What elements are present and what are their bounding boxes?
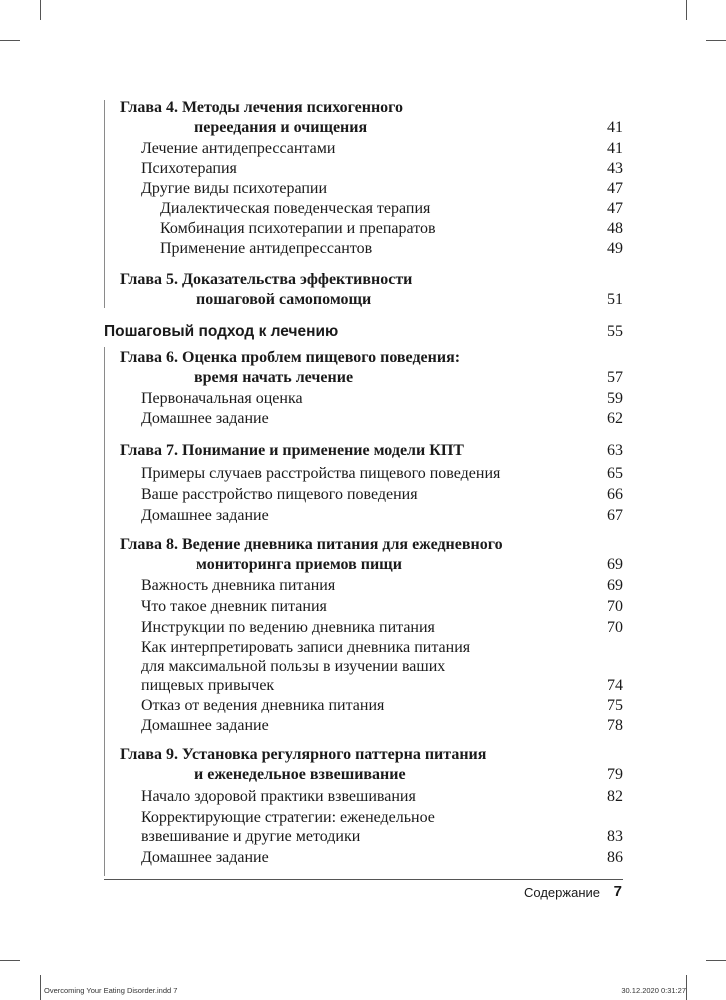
toc-section-item[interactable]: Первоначальная оценка — [141, 390, 303, 407]
toc-part-heading[interactable]: Пошаговый подход к лечению — [104, 323, 339, 340]
toc-section-item-cont[interactable]: для максимальной пользы в изучении ваших — [141, 658, 446, 675]
toc-section-item[interactable]: Домашнее задание — [141, 849, 269, 866]
toc-page-number: 55 — [607, 323, 623, 340]
toc-page-number: 69 — [607, 577, 623, 594]
toc-chapter-title[interactable]: Глава 5. Доказательства эффективности — [120, 271, 413, 288]
toc-chapter-title[interactable]: Глава 9. Установка регулярного паттерна питания — [120, 746, 487, 763]
toc-subsection-item[interactable]: Комбинация психотерапии и препаратов — [160, 220, 436, 237]
toc-chapter-title-cont[interactable]: переедания и очищения — [194, 119, 368, 136]
toc-page-number: 70 — [607, 598, 623, 615]
toc-page-number: 83 — [607, 828, 623, 845]
toc-page-number: 43 — [607, 160, 623, 177]
toc-page-number: 66 — [607, 486, 623, 503]
toc-section-item[interactable]: Как интерпретировать записи дневника питания — [141, 639, 471, 656]
toc-page-number: 63 — [607, 442, 623, 459]
toc-chapter-title[interactable]: Глава 4. Методы лечения психогенного — [120, 99, 404, 116]
toc-section-item[interactable]: Корректирующие стратегии: еженедельное — [141, 809, 435, 826]
toc-section-item[interactable]: Домашнее задание — [141, 410, 269, 427]
toc-chapter-title-cont[interactable]: время начать лечение — [194, 369, 354, 386]
toc-section-item[interactable]: Психотерапия — [141, 160, 237, 177]
toc-page-number: 86 — [607, 849, 623, 866]
toc-section-item[interactable]: Отказ от ведения дневника питания — [141, 697, 385, 714]
toc-chapter-title[interactable]: Глава 8. Ведение дневника питания для ежедневного — [120, 536, 503, 553]
toc-chapter-title-cont[interactable]: и еженедельное взвешивание — [194, 766, 406, 783]
toc-vertical-rule — [104, 100, 105, 308]
toc-page-number: 48 — [607, 220, 623, 237]
toc-page-number: 78 — [607, 717, 623, 734]
toc-section-item[interactable]: Что такое дневник питания — [141, 598, 327, 615]
toc-page-number: 41 — [607, 119, 623, 136]
toc-page-number: 67 — [607, 507, 623, 524]
toc-page-number: 59 — [607, 390, 623, 407]
toc-page-number: 75 — [607, 697, 623, 714]
toc-section-item[interactable]: Ваше расстройство пищевого поведения — [141, 486, 418, 503]
slug-date: 30.12.2020 0:31:27 — [621, 986, 686, 995]
toc-chapter-title[interactable]: Глава 7. Понимание и применение модели КПТ — [120, 442, 464, 459]
toc-section-item[interactable]: Важность дневника питания — [141, 577, 336, 594]
toc-page-number: 41 — [607, 140, 623, 157]
toc-chapter-title-cont[interactable]: пошаговой самопомощи — [196, 291, 372, 308]
slug-filename: Overcoming Your Eating Disorder.indd 7 — [44, 986, 178, 995]
toc-chapter-title[interactable]: Глава 6. Оценка проблем пищевого поведения: — [120, 349, 461, 366]
toc-page-number: 62 — [607, 410, 623, 427]
toc-page-number: 70 — [607, 619, 623, 636]
toc-page-number: 51 — [607, 291, 623, 308]
toc-section-item[interactable]: Другие виды психотерапии — [141, 180, 328, 197]
page-number: 7 — [613, 883, 622, 900]
toc-subsection-item[interactable]: Диалектическая поведенческая терапия — [160, 200, 431, 217]
toc-section-item-cont[interactable]: взвешивание и другие методики — [141, 828, 361, 845]
toc-page-number: 69 — [607, 556, 623, 573]
toc-page-number: 82 — [607, 788, 623, 805]
toc-section-item[interactable]: Начало здоровой практики взвешивания — [141, 788, 416, 805]
toc-section-item[interactable]: Домашнее задание — [141, 717, 269, 734]
toc-subsection-item[interactable]: Применение антидепрессантов — [160, 240, 373, 257]
toc-page-number: 47 — [607, 200, 623, 217]
toc-page-number: 65 — [607, 465, 623, 482]
toc-chapter-title-cont[interactable]: мониторинга приемов пищи — [196, 556, 402, 573]
toc-page-number: 47 — [607, 180, 623, 197]
toc-page-number: 57 — [607, 369, 623, 386]
running-footer-label: Содержание — [524, 885, 600, 900]
toc-section-item[interactable]: Домашнее задание — [141, 507, 269, 524]
toc-page-number: 79 — [607, 766, 623, 783]
toc-section-item[interactable]: Инструкции по ведению дневника питания — [141, 619, 435, 636]
toc-page-number: 49 — [607, 240, 623, 257]
footer-rule — [104, 879, 623, 880]
toc-page-number: 74 — [607, 677, 623, 694]
toc-vertical-rule — [104, 347, 105, 876]
toc-section-item[interactable]: Примеры случаев расстройства пищевого поведения — [141, 465, 501, 482]
toc-section-item-cont[interactable]: пищевых привычек — [141, 677, 275, 694]
toc-section-item[interactable]: Лечение антидепрессантами — [141, 140, 336, 157]
